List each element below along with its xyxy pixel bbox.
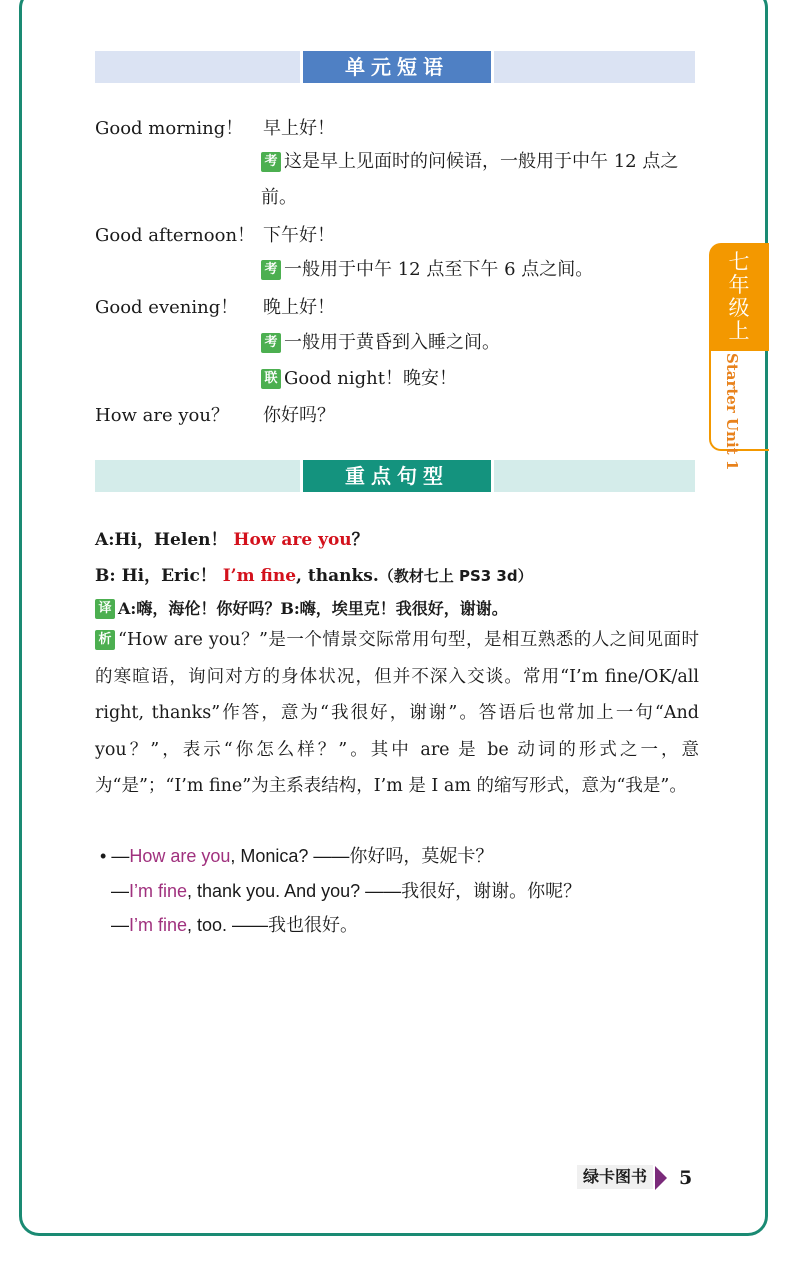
- section-title: 重点句型: [300, 460, 494, 492]
- page-footer: [577, 1165, 692, 1190]
- phrase-note: [261, 325, 701, 361]
- highlight-phrase: How are you: [129, 846, 231, 866]
- xi-tag-icon: 析: [95, 630, 115, 650]
- yi-tag-icon: 译: [95, 599, 115, 619]
- phrase-cn: 晚上好！: [263, 297, 335, 318]
- source-note: （教材七上 PS3 3d）: [378, 567, 533, 585]
- phrase-note: [261, 252, 701, 288]
- example-line: —I’m fine, too. ——我也很好。: [111, 915, 359, 935]
- kao-tag-icon: 考: [261, 333, 281, 353]
- arrow-icon: [655, 1166, 667, 1190]
- dialogue-line-b: B: Hi，Eric！ I’m fine, thanks.（教材七上 PS3 3d）: [95, 566, 533, 586]
- kao-tag-icon: 考: [261, 260, 281, 280]
- section-header-sentences: [95, 460, 695, 492]
- phrase-cn: 你好吗？: [263, 405, 335, 426]
- section-header-phrases: [95, 51, 695, 83]
- phrase-note: [261, 144, 701, 216]
- kao-tag-icon: 考: [261, 152, 281, 172]
- note-text: Good night！晚安！: [284, 368, 457, 389]
- side-tab: [709, 243, 769, 471]
- phrase-en: Good evening！: [95, 297, 239, 318]
- phrase-en: Good afternoon！: [95, 225, 256, 246]
- phrase-note: [261, 361, 701, 397]
- grade-tab: 七 年 级 上: [709, 243, 769, 351]
- highlight-phrase: I’m fine: [222, 566, 297, 586]
- unit-label: Starter Unit 1: [723, 353, 741, 471]
- phrase-cn: 早上好！: [263, 118, 335, 139]
- analysis-text: “How are you？”是一个情景交际常用句型，是相互熟悉的人之间见面时的寒暄语，询问对方的身体状况，但并不深入交谈。常用“I’m fine/OK/all right, thanks”作答，意为“我很好，谢谢”。答语后也常加上一句“And you？”，表示“你怎么样？”。其中 are 是 be 动词的形式之一，意为“是”；“I’m fine”为主系表结构，I’m 是 I am 的缩写形式，意为“我是”。: [95, 630, 699, 796]
- highlight-phrase: How are you: [233, 530, 352, 550]
- lian-tag-icon: 联: [261, 369, 281, 389]
- unit-tab: [709, 351, 769, 471]
- dialogue-line-a: A:Hi，Helen！ How are you？: [95, 530, 369, 550]
- brand-label: 绿卡图书: [577, 1165, 653, 1189]
- phrase-en: Good morning！: [95, 118, 244, 139]
- note-text: 一般用于黄昏到入睡之间。: [284, 332, 500, 353]
- highlight-phrase: I’m fine: [129, 915, 188, 935]
- phrase-cn: 下午好！: [263, 225, 335, 246]
- highlight-phrase: I’m fine: [129, 881, 188, 901]
- analysis-paragraph: [95, 622, 699, 805]
- phrase-en: How are you？: [95, 405, 229, 426]
- note-text: 这是早上见面时的问候语，一般用于中午 12 点之前。: [261, 151, 679, 208]
- page-number: 5: [679, 1166, 693, 1189]
- section-title: 单元短语: [300, 51, 494, 83]
- translation: 译 A:嗨，海伦！你好吗？B:嗨，埃里克！我很好，谢谢。: [95, 596, 508, 619]
- example-line: —I’m fine, thank you. And you? ——我很好，谢谢。你呢？: [111, 881, 582, 901]
- example-line: • —How are you, Monica? ——你好吗，莫妮卡？: [100, 846, 494, 866]
- note-text: 一般用于中午 12 点至下午 6 点之间。: [284, 259, 594, 280]
